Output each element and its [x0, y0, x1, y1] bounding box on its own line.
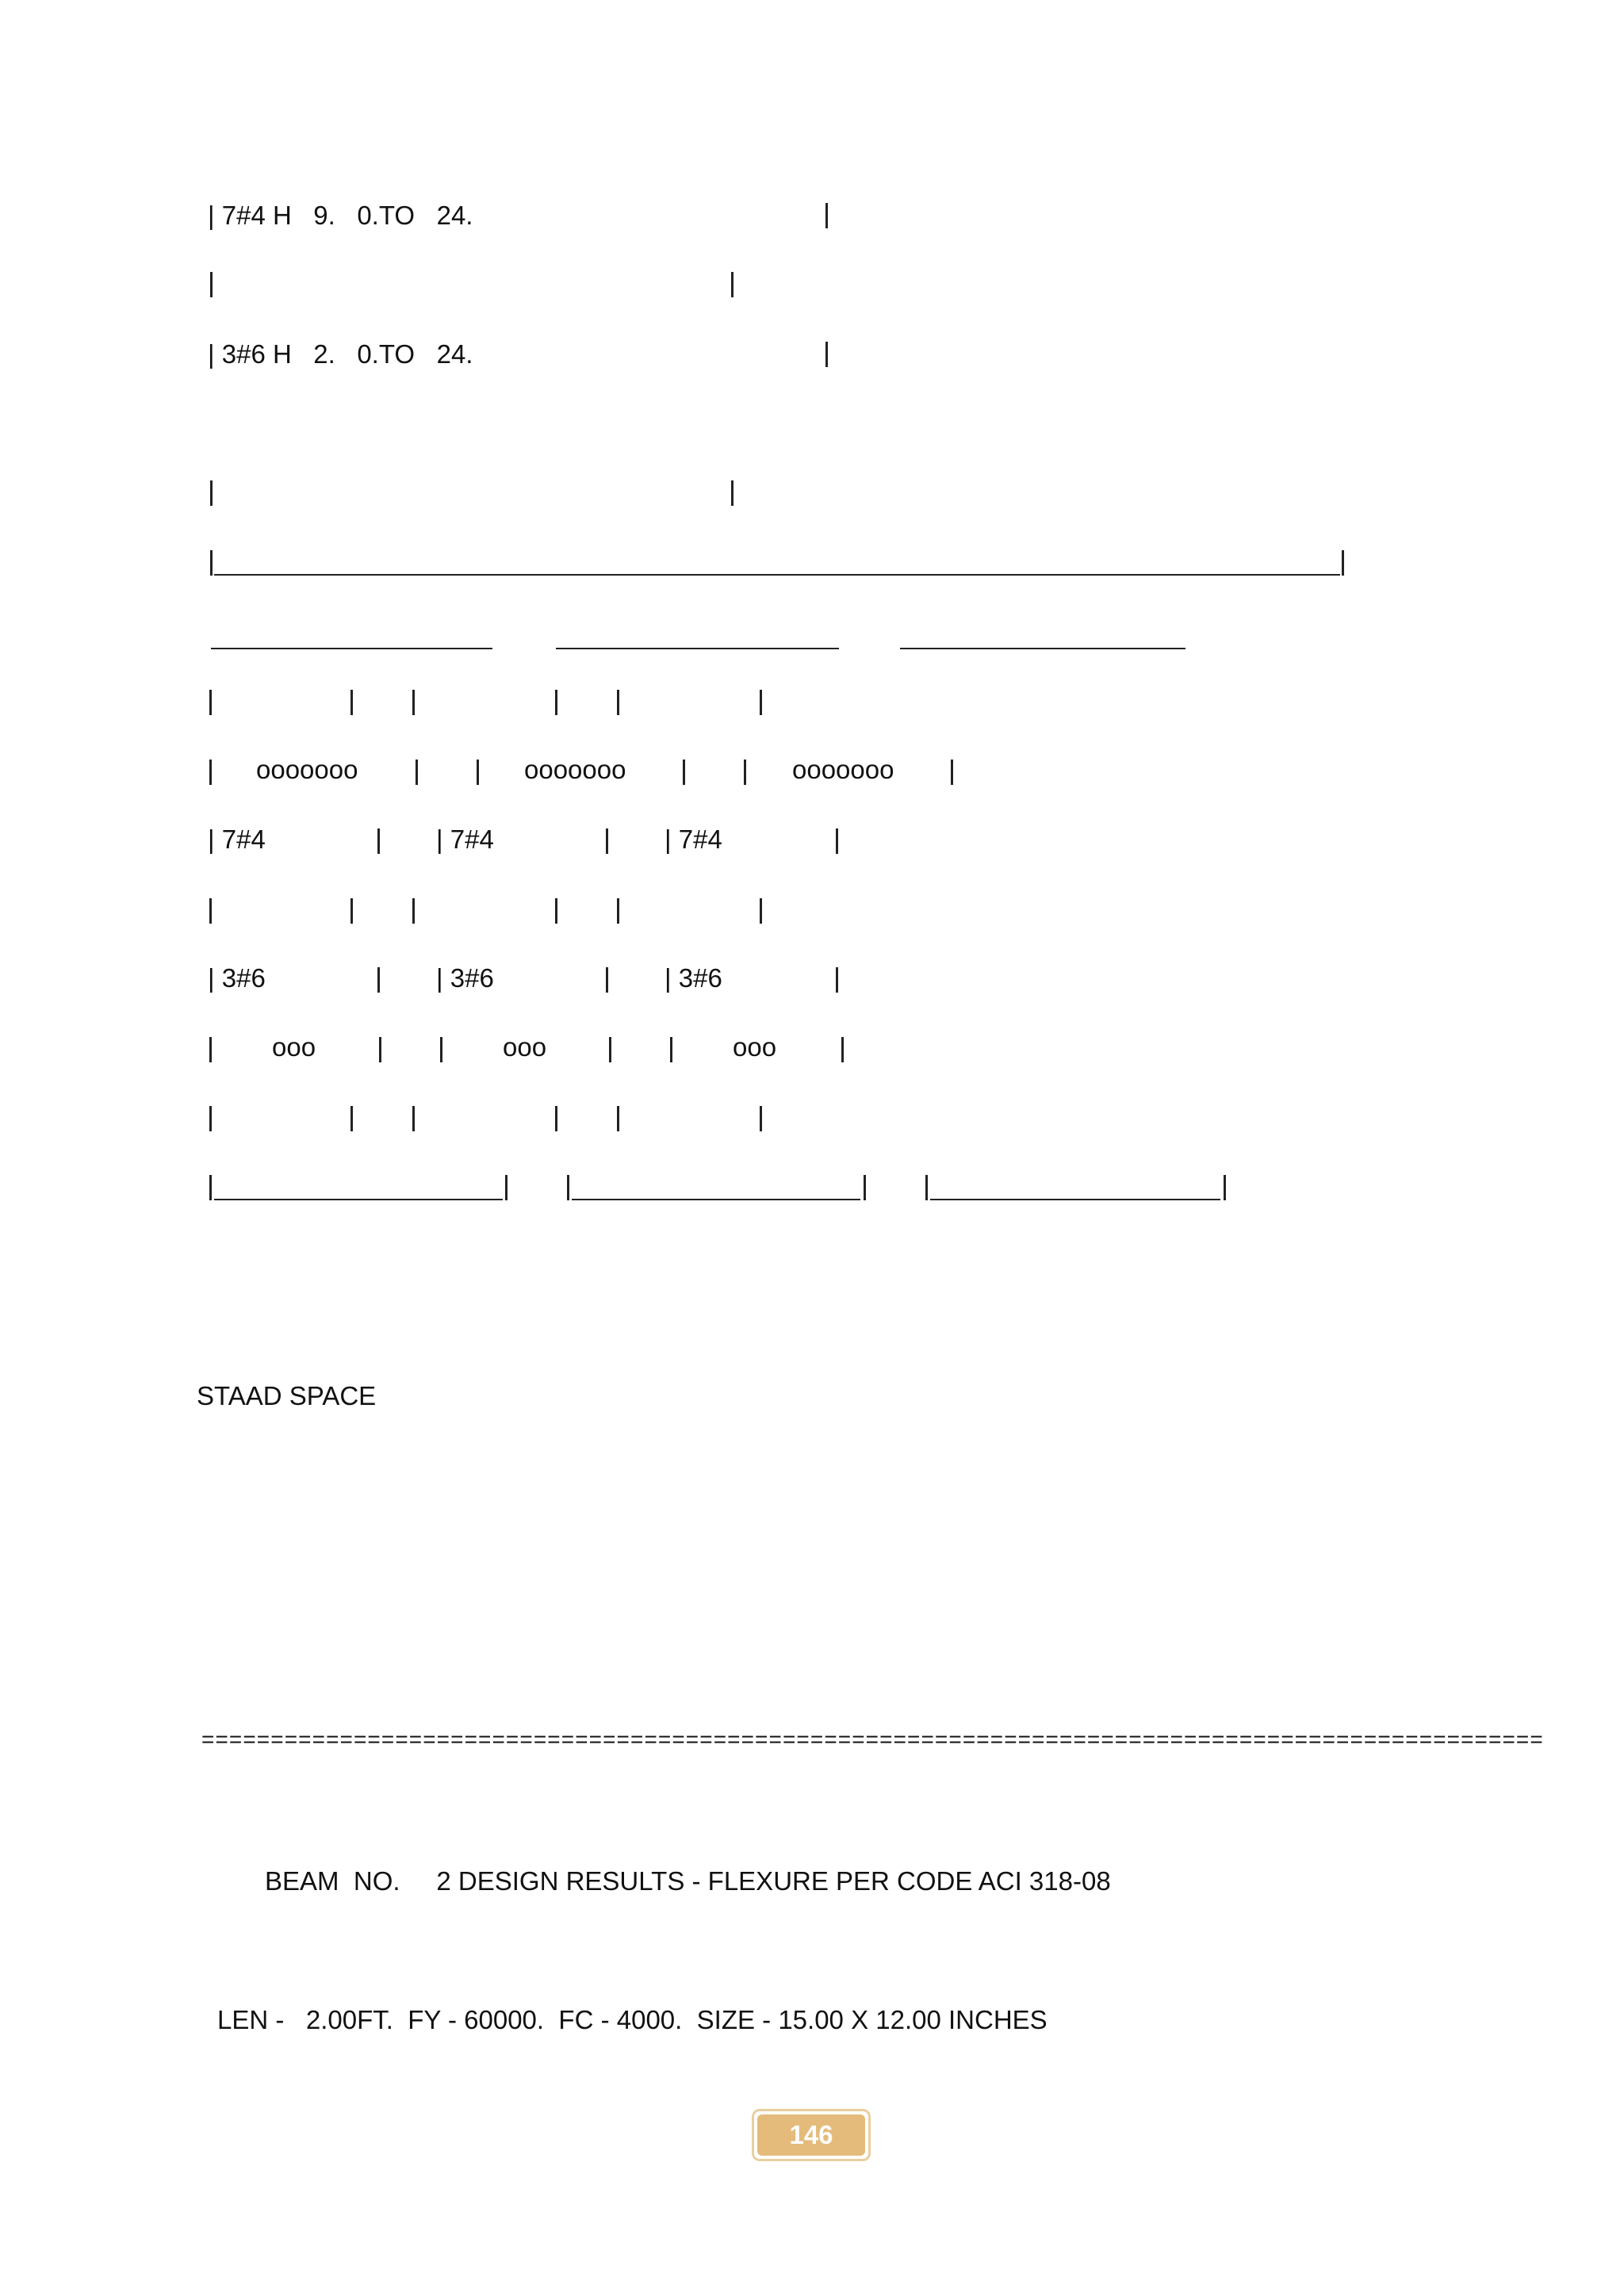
- rebar-label: 3#6: [221, 963, 266, 993]
- layout-bottom-line: [214, 574, 1340, 576]
- section-1-top-rebar: | 7#4: [208, 825, 266, 854]
- page-number: 146: [757, 2114, 865, 2156]
- section-side: [209, 760, 212, 785]
- section-side: [440, 1037, 442, 1062]
- section-3-bottom-rebar: | 3#6: [665, 963, 722, 993]
- section-side: [350, 898, 353, 924]
- section-bottom-edge: [214, 1199, 503, 1200]
- section-side: [951, 760, 953, 785]
- section-side: [377, 828, 380, 854]
- section-side: [209, 1106, 212, 1131]
- staad-space-label: STAAD SPACE: [197, 1381, 377, 1410]
- section-side: [1224, 1175, 1226, 1200]
- rebar-label: 3#6: [450, 963, 494, 993]
- rebar-label: 7#4: [678, 825, 722, 854]
- rebar-label: 3#6: [678, 963, 722, 993]
- section-2-top-rebar: | 7#4: [436, 825, 494, 854]
- section-side: [836, 828, 838, 854]
- section-side: [379, 1037, 381, 1062]
- section-side: [744, 760, 746, 785]
- section-3-bottom-bars: ooo: [733, 1032, 777, 1062]
- section-side: [555, 1106, 557, 1131]
- section-1-bottom-rebar: | 3#6: [208, 963, 266, 993]
- rebar-line-bottom: | 3#6 H 2. 0.TO 24.: [208, 339, 473, 369]
- rebar-label: 7#4: [450, 825, 494, 854]
- beam-design-header: BEAM NO. 2 DESIGN RESULTS - FLEXURE PER CODE ACI 318-08: [265, 1866, 1111, 1896]
- section-side: [925, 1175, 928, 1200]
- section-side: [412, 690, 415, 715]
- section-side: [412, 1106, 415, 1131]
- section-1-bottom-bars: ooo: [272, 1032, 316, 1062]
- layout-border-mid: [731, 272, 733, 297]
- section-2-bottom-bars: ooo: [503, 1032, 547, 1062]
- section-side: [760, 690, 762, 715]
- section-top-edge: [900, 648, 1185, 649]
- section-side: [555, 898, 557, 924]
- layout-border-right: [825, 342, 828, 367]
- section-side: [209, 1175, 212, 1200]
- section-side: [683, 760, 685, 785]
- section-side: [567, 1175, 569, 1200]
- layout-border-right: [1342, 550, 1344, 576]
- section-side: [505, 1175, 508, 1200]
- section-bottom-edge: [572, 1199, 860, 1200]
- section-side: [670, 1037, 672, 1062]
- rebar-line-top: | 7#4 H 9. 0.TO 24.: [208, 201, 473, 230]
- page-number-badge: [752, 2109, 871, 2161]
- section-side: [209, 1037, 212, 1062]
- section-side: [416, 760, 418, 785]
- section-side: [864, 1175, 866, 1200]
- section-side: [412, 898, 415, 924]
- layout-border-left: [210, 480, 213, 506]
- layout-border-left: [210, 272, 213, 297]
- section-side: [606, 967, 608, 993]
- layout-border-mid: [731, 480, 733, 506]
- section-side: [617, 898, 619, 924]
- section-side: [350, 690, 353, 715]
- section-side: [836, 967, 838, 993]
- layout-border-left: [210, 550, 213, 576]
- section-3-top-rebar: | 7#4: [665, 825, 722, 854]
- section-side: [209, 898, 212, 924]
- section-2-top-bars: ooooooo: [524, 755, 626, 784]
- section-side: [617, 1106, 619, 1131]
- section-side: [606, 828, 608, 854]
- beam-parameters: LEN - 2.00FT. FY - 60000. FC - 4000. SIZE - 15.00 X 12.00 INCHES: [217, 2005, 1048, 2034]
- section-top-edge: [556, 648, 839, 649]
- section-side: [760, 1106, 762, 1131]
- section-side: [477, 760, 479, 785]
- section-top-edge: [211, 648, 492, 649]
- section-2-bottom-rebar: | 3#6: [436, 963, 494, 993]
- section-side: [350, 1106, 353, 1131]
- section-side: [841, 1037, 844, 1062]
- section-side: [609, 1037, 611, 1062]
- section-side: [555, 690, 557, 715]
- section-bottom-edge: [930, 1199, 1220, 1200]
- section-side: [377, 967, 380, 993]
- section-1-top-bars: ooooooo: [256, 755, 358, 784]
- separator-line: =================================================================================================: [201, 1727, 1544, 1751]
- section-3-top-bars: ooooooo: [792, 755, 894, 784]
- section-side: [760, 898, 762, 924]
- section-side: [617, 690, 619, 715]
- rebar-label: 7#4: [221, 825, 266, 854]
- layout-border-right: [825, 203, 828, 228]
- section-side: [209, 690, 212, 715]
